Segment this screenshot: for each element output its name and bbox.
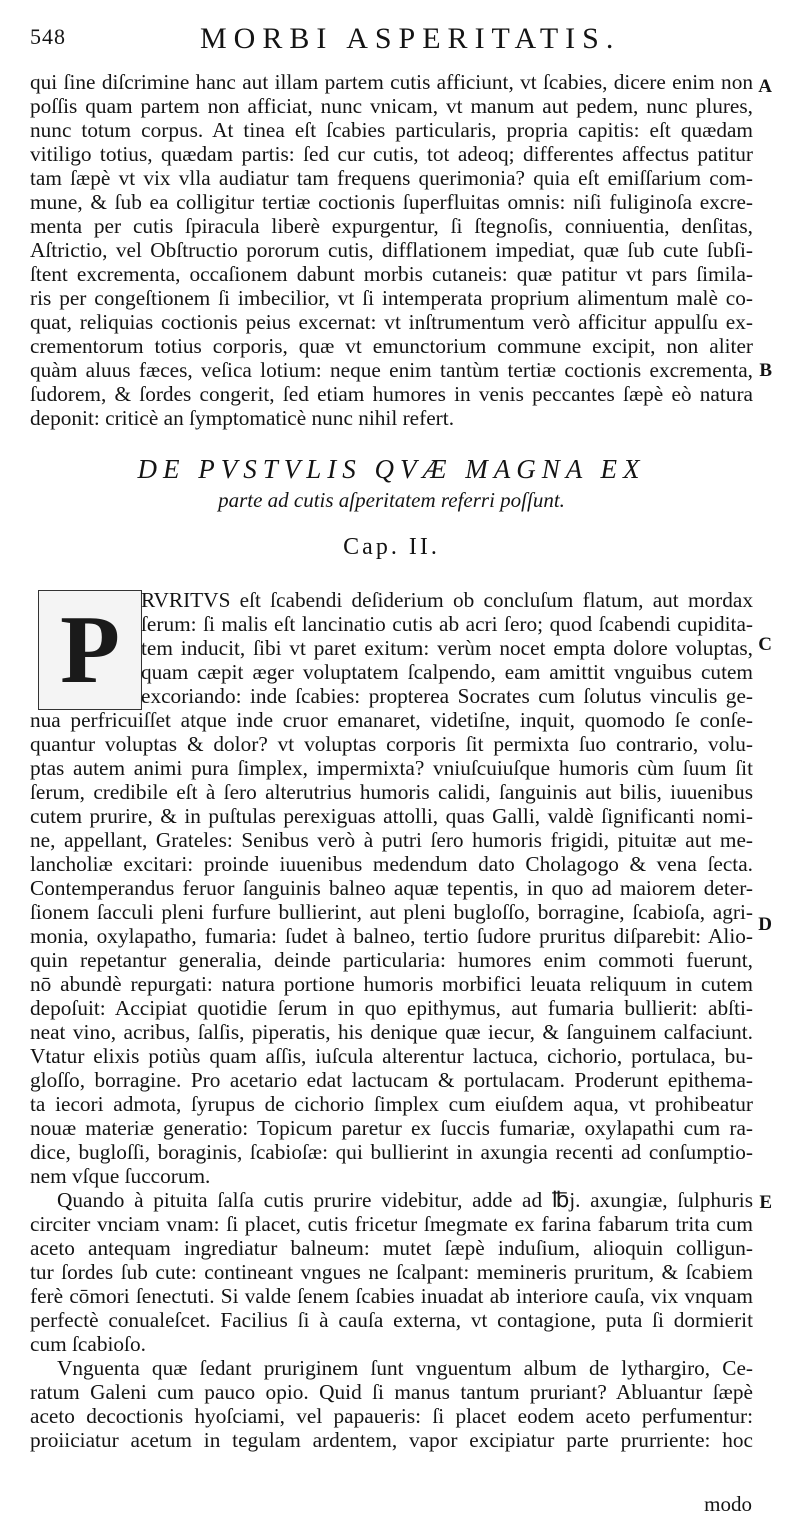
running-title: MORBI ASPERITATIS.: [200, 22, 621, 55]
text-line: aceto antequam ingrediatur balneum: mutet ſæpè induſium, alioquin colligun-: [30, 1236, 753, 1260]
text-line: lancholiæ excitari: proinde iuuenibus medendum dato Cholagogo & vena ſecta.: [30, 852, 753, 876]
text-line: nem vſque ſuccorum.: [30, 1164, 211, 1188]
text-line: nua perfricuiſſet atque inde cruor emanaret, videtiſne, inquit, quomodo ſe conſe-: [30, 708, 753, 732]
text-line: nunc totum corpus. At tinea eſt ſcabies particularis, propria capitis: eſt quædam: [30, 118, 753, 142]
section-heading-line-1: DE PVSTVLIS QVÆ MAGNA EX: [137, 454, 646, 484]
margin-letter-e: E: [759, 1192, 772, 1213]
margin-letter-a: A: [758, 76, 772, 97]
text-line: circiter vnciam vnam: ſi placet, cutis fricetur ſmegmate ex farina fabarum trita cum: [30, 1212, 753, 1236]
text-line: quàm aluus fæces, veſica lotium: neque enim tantùm tertiæ coctionis excrementa,: [30, 358, 753, 382]
text-line: ris per congeſtionem ſi imbecilior, vt ſi intemperata proprium alimentum malè co-: [30, 286, 753, 310]
text-line: crementorum totius corporis, quæ vt emunctorium commune excipit, non aliter: [30, 334, 753, 358]
text-line: nō abundè repurgati: natura portione humoris morbifici leuata reliquum in cutem: [30, 972, 753, 996]
text-line: Vtatur elixis potiùs quam aſſis, iuſcula alterentur lactuca, cichorio, portulaca, bu-: [30, 1044, 753, 1068]
text-line: poſſis quam partem non afficiat, nunc vnicam, vt manum aut pedem, nunc plures,: [30, 94, 753, 118]
text-line: proiiciatur acetum in tegulam ardentem, vapor excipiatur parte prurriente: hoc: [30, 1428, 753, 1452]
text-line: aceto decoctionis hyoſciami, vel papaueris: ſi placet eodem aceto perfumentur:: [30, 1404, 753, 1428]
text-line: neat vino, acribus, ſalſis, piperatis, his denique quæ iecur, & ſanguinem calfaciunt.: [30, 1020, 753, 1044]
chapter-title: Cap. II.: [343, 534, 440, 560]
text-line: Contemperandus feruor ſanguinis balneo aquæ tepentis, in quo ad maiorem deter-: [30, 876, 753, 900]
text-line: dice, bugloſſi, boraginis, ſcabioſæ: qui bullierint in axungia recenti ad conſumptio-: [30, 1140, 753, 1164]
text-line: ſionem ſacculi pleni furfure bullierint, aut pleni bugloſſo, borragine, ſcabioſa, agri-: [30, 900, 753, 924]
text-line: qui ſine diſcrimine hanc aut illam partem cutis afficiunt, vt ſcabies, dicere enim non: [30, 70, 753, 94]
text-line: ptas autem animi pura ſimplex, impermixta? vniuſcuiuſque humoris cùm ſuum ſit: [30, 756, 753, 780]
text-line: ratum Galeni cum pauco opio. Quid ſi manus tantum pruriant? Abluantur ſæpè: [30, 1380, 753, 1404]
text-line: ta iecori admota, ſyrupus de cichorio ſimplex cum eiuſdem aqua, vt prohibeatur: [30, 1092, 753, 1116]
page-number: 548: [30, 24, 66, 49]
text-line: tur ſordes ſub cute: contineant vngues ne ſcalpant: memineris pruritum, & ſcabiem: [30, 1260, 753, 1284]
text-line: quam cæpit æger voluptatem ſcalpendo, eam amittit vnguibus cutem: [141, 660, 753, 684]
text-line: menta per cutis ſpiracula liberè expurgentur, ſi ſtegnoſis, conniuentia, denſitas,: [30, 214, 753, 238]
margin-letter-b: B: [759, 360, 772, 381]
margin-letter-c: C: [758, 634, 772, 655]
text-line: depoſuit: Accipiat quotidie ſerum in quo epithymus, aut fumaria bullierit: abſti-: [30, 996, 753, 1020]
text-line: tem inducit, ſibi vt paret exitum: verùm nocet empta dolore voluptas,: [141, 636, 753, 660]
text-line: Quando à pituita ſalſa cutis prurire videbitur, adde ad ℔j. axungiæ, ſulphuris: [57, 1188, 753, 1212]
text-line: Aſtrictio, vel Obſtructio pororum cutis, difflationem impediat, quæ ſub cute ſubſi-: [30, 238, 753, 262]
text-line: quantur voluptas & dolor? vt voluptas corporis ſit permixta ſuo contrario, volu-: [30, 732, 753, 756]
text-line: ſerum: ſi malis eſt lancinatio cutis ab acri ſero; quod ſcabendi cupidita-: [141, 612, 753, 636]
paragraph-2: [30, 588, 753, 1452]
section-heading-line-2: parte ad cutis aſperitatem referri poſſunt.: [218, 488, 565, 512]
text-line: gloſſo, borragine. Pro acetario edat lactucam & portulacam. Proderunt epithema-: [30, 1068, 753, 1092]
decorated-initial-letter: P: [60, 596, 120, 704]
section-heading: [30, 452, 753, 514]
text-line: deponit: criticè an ſymptomaticè nunc nihil refert.: [30, 406, 455, 430]
text-line: cutem prurire, & in puſtulas perexiguas attolli, quas Galli, valdè ſignificanti nomi-: [30, 804, 753, 828]
page-header: [30, 14, 750, 58]
text-line: cum ſcabioſo.: [30, 1332, 146, 1356]
text-line: ne, appellant, Grateles: Senibus verò à putri ſero humoris frigidi, pituitæ aut me-: [30, 828, 753, 852]
catchword: modo: [704, 1492, 752, 1516]
text-line: ſtent excrementa, occaſionem dabunt morbis cutaneis: quæ patitur vt pars ſimila-: [30, 262, 753, 286]
text-line: ſerum, credibile eſt à ſero alterutrius humoris calidi, ſanguinis aut bilis, iuuenibus: [30, 780, 753, 804]
text-line: mune, & ſub ea colligitur tertiæ coctionis ſuperfluitas omnis: niſi fuliginoſa excre-: [30, 190, 753, 214]
text-line: perfectè conualeſcet. Facilius ſi à cauſa externa, vt contagione, puta ſi dormierit: [30, 1308, 753, 1332]
text-line: Vnguenta quæ ſedant pruriginem ſunt vnguentum album de lythargiro, Ce-: [57, 1356, 753, 1380]
text-line: monia, oxylapatho, fumaria: ſudet à balneo, tertio ſudore pruritus diſparebit: Alio-: [30, 924, 753, 948]
text-line: tam ſæpè vt vix vlla audiatur tam frequens querimonia? quia eſt emiſſarium com-: [30, 166, 753, 190]
text-line: ferè cōmori ſenectuti. Si valde ſenem ſcabies inuadat ab interiore cauſa, vix vnquam: [30, 1284, 753, 1308]
margin-letter-d: D: [758, 914, 772, 935]
text-line: nouæ materiæ generatio: Topicum paretur ex ſuccis fumariæ, oxylapathi cum ra-: [30, 1116, 753, 1140]
text-line: vitiligo totius, quædam partis: ſed cur cutis, tot adeoq; differentes affectus patitur: [30, 142, 753, 166]
text-line: quat, reliquias coctionis peius excernat: vt inſtrumentum verò afficitur appulſu ex-: [30, 310, 753, 334]
paragraph-1: [30, 70, 753, 430]
text-line: quin repetantur generalia, deinde particularia: humores enim commoti fuerunt,: [30, 948, 753, 972]
text-line: RVRITVS eſt ſcabendi deſiderium ob concluſum flatum, aut mordax: [141, 588, 753, 612]
text-line: excoriando: inde ſcabies: propterea Socrates cum ſolutus vinculis ge-: [141, 684, 753, 708]
text-line: ſudorem, & ſordes congerit, ſed etiam humores in venis peccantes ſæpè eò natura: [30, 382, 753, 406]
